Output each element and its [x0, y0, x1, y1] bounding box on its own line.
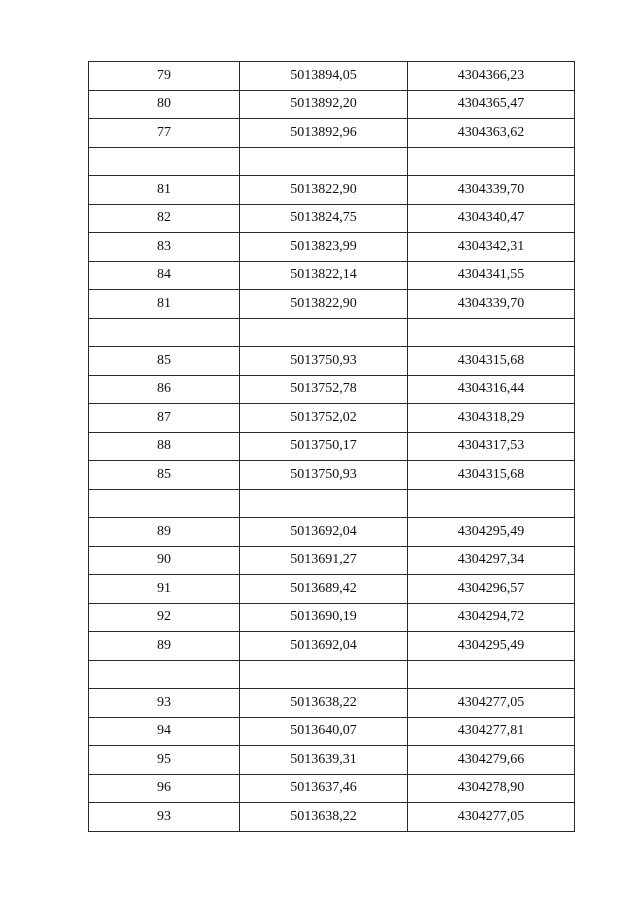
table-row [89, 603, 575, 632]
table-separator-row [89, 660, 575, 689]
x-coordinate-cell: 5013691,27 [240, 546, 408, 575]
x-coordinate-cell: 5013752,02 [240, 404, 408, 433]
table-separator-row [89, 489, 575, 518]
table-row [89, 119, 575, 148]
point-number-cell: 86 [89, 375, 240, 404]
point-number-cell: 81 [89, 290, 240, 319]
y-coordinate-cell [408, 147, 575, 176]
y-coordinate-cell: 4304295,49 [408, 632, 575, 661]
table-separator-row [89, 147, 575, 176]
y-coordinate-cell: 4304339,70 [408, 290, 575, 319]
point-number-cell: 83 [89, 233, 240, 262]
table-row [89, 518, 575, 547]
y-coordinate-cell: 4304366,23 [408, 62, 575, 91]
point-number-cell: 94 [89, 717, 240, 746]
point-number-cell: 77 [89, 119, 240, 148]
y-coordinate-cell: 4304297,34 [408, 546, 575, 575]
table-row [89, 632, 575, 661]
y-coordinate-cell: 4304295,49 [408, 518, 575, 547]
x-coordinate-cell: 5013639,31 [240, 746, 408, 775]
point-number-cell [89, 489, 240, 518]
x-coordinate-cell: 5013690,19 [240, 603, 408, 632]
x-coordinate-cell [240, 147, 408, 176]
point-number-cell: 95 [89, 746, 240, 775]
point-number-cell: 82 [89, 204, 240, 233]
y-coordinate-cell: 4304339,70 [408, 176, 575, 205]
y-coordinate-cell: 4304365,47 [408, 90, 575, 119]
point-number-cell: 91 [89, 575, 240, 604]
x-coordinate-cell [240, 489, 408, 518]
table-row [89, 461, 575, 490]
y-coordinate-cell: 4304279,66 [408, 746, 575, 775]
y-coordinate-cell: 4304278,90 [408, 774, 575, 803]
x-coordinate-cell: 5013894,05 [240, 62, 408, 91]
y-coordinate-cell: 4304317,53 [408, 432, 575, 461]
y-coordinate-cell: 4304277,05 [408, 689, 575, 718]
x-coordinate-cell: 5013638,22 [240, 689, 408, 718]
y-coordinate-cell: 4304363,62 [408, 119, 575, 148]
table-row [89, 90, 575, 119]
coordinates-table-body [89, 62, 575, 832]
x-coordinate-cell: 5013750,17 [240, 432, 408, 461]
y-coordinate-cell: 4304315,68 [408, 347, 575, 376]
point-number-cell: 84 [89, 261, 240, 290]
table-row [89, 347, 575, 376]
x-coordinate-cell: 5013692,04 [240, 518, 408, 547]
point-number-cell: 96 [89, 774, 240, 803]
point-number-cell: 92 [89, 603, 240, 632]
coordinates-table [88, 61, 575, 832]
table-separator-row [89, 318, 575, 347]
table-row [89, 803, 575, 832]
table-row [89, 62, 575, 91]
y-coordinate-cell: 4304277,81 [408, 717, 575, 746]
x-coordinate-cell: 5013892,96 [240, 119, 408, 148]
y-coordinate-cell: 4304318,29 [408, 404, 575, 433]
table-row [89, 261, 575, 290]
x-coordinate-cell: 5013822,90 [240, 176, 408, 205]
point-number-cell: 85 [89, 347, 240, 376]
x-coordinate-cell: 5013824,75 [240, 204, 408, 233]
point-number-cell: 90 [89, 546, 240, 575]
table-row [89, 717, 575, 746]
x-coordinate-cell: 5013689,42 [240, 575, 408, 604]
point-number-cell: 89 [89, 632, 240, 661]
x-coordinate-cell: 5013638,22 [240, 803, 408, 832]
x-coordinate-cell [240, 318, 408, 347]
x-coordinate-cell: 5013752,78 [240, 375, 408, 404]
x-coordinate-cell: 5013822,14 [240, 261, 408, 290]
point-number-cell: 79 [89, 62, 240, 91]
table-row [89, 375, 575, 404]
x-coordinate-cell [240, 660, 408, 689]
table-row [89, 689, 575, 718]
point-number-cell: 80 [89, 90, 240, 119]
y-coordinate-cell [408, 660, 575, 689]
y-coordinate-cell [408, 318, 575, 347]
x-coordinate-cell: 5013750,93 [240, 347, 408, 376]
table-row [89, 546, 575, 575]
table-row [89, 290, 575, 319]
table-row [89, 575, 575, 604]
y-coordinate-cell: 4304294,72 [408, 603, 575, 632]
table-row [89, 176, 575, 205]
x-coordinate-cell: 5013823,99 [240, 233, 408, 262]
point-number-cell [89, 318, 240, 347]
y-coordinate-cell: 4304277,05 [408, 803, 575, 832]
point-number-cell: 87 [89, 404, 240, 433]
x-coordinate-cell: 5013637,46 [240, 774, 408, 803]
point-number-cell: 85 [89, 461, 240, 490]
point-number-cell [89, 147, 240, 176]
y-coordinate-cell: 4304342,31 [408, 233, 575, 262]
point-number-cell: 93 [89, 803, 240, 832]
point-number-cell: 93 [89, 689, 240, 718]
table-row [89, 746, 575, 775]
point-number-cell: 89 [89, 518, 240, 547]
y-coordinate-cell: 4304316,44 [408, 375, 575, 404]
x-coordinate-cell: 5013822,90 [240, 290, 408, 319]
y-coordinate-cell: 4304315,68 [408, 461, 575, 490]
point-number-cell: 81 [89, 176, 240, 205]
table-row [89, 233, 575, 262]
table-row [89, 204, 575, 233]
table-row [89, 774, 575, 803]
point-number-cell: 88 [89, 432, 240, 461]
x-coordinate-cell: 5013692,04 [240, 632, 408, 661]
y-coordinate-cell [408, 489, 575, 518]
y-coordinate-cell: 4304340,47 [408, 204, 575, 233]
y-coordinate-cell: 4304296,57 [408, 575, 575, 604]
table-row [89, 404, 575, 433]
x-coordinate-cell: 5013640,07 [240, 717, 408, 746]
table-row [89, 432, 575, 461]
point-number-cell [89, 660, 240, 689]
x-coordinate-cell: 5013892,20 [240, 90, 408, 119]
y-coordinate-cell: 4304341,55 [408, 261, 575, 290]
x-coordinate-cell: 5013750,93 [240, 461, 408, 490]
